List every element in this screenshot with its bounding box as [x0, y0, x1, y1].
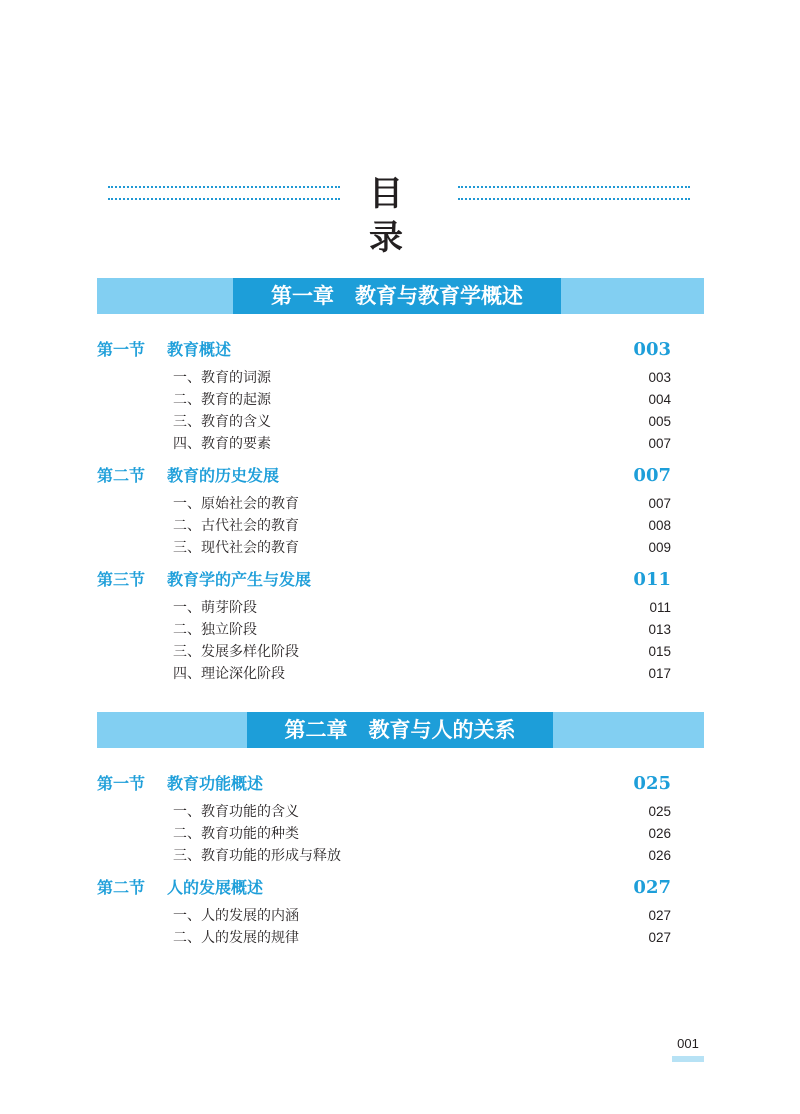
section-page: 007: [633, 465, 671, 486]
item-page: 003: [648, 370, 671, 385]
section-number: 第一节: [97, 774, 146, 793]
toc-item[interactable]: [97, 927, 704, 949]
item-page: 007: [648, 496, 671, 511]
section-page: 003: [633, 339, 671, 360]
section-row[interactable]: [97, 464, 704, 488]
title-dotted-rule-right: [458, 186, 690, 200]
item-page: 026: [648, 826, 671, 841]
item-title: 三、现代社会的教育: [173, 540, 299, 556]
item-page: 027: [648, 930, 671, 945]
toc-item[interactable]: [97, 845, 704, 867]
section-row[interactable]: [97, 568, 704, 592]
section-row[interactable]: [97, 772, 704, 796]
toc-item[interactable]: [97, 433, 704, 455]
section-number: 第一节: [97, 340, 146, 359]
page-number-bar: [672, 1056, 704, 1062]
toc-item[interactable]: [97, 619, 704, 641]
item-title: 二、独立阶段: [173, 622, 257, 638]
section-row[interactable]: [97, 876, 704, 900]
toc-item[interactable]: [97, 389, 704, 411]
section-page: 027: [633, 877, 671, 898]
item-page: 015: [648, 644, 671, 659]
item-page: 026: [648, 848, 671, 863]
section-title: 教育学的产生与发展: [167, 570, 312, 589]
section-number: 第三节: [97, 570, 146, 589]
item-title: 三、发展多样化阶段: [173, 644, 299, 660]
toc-title-row: [108, 170, 690, 258]
page-title: 目录: [369, 174, 429, 258]
toc-item[interactable]: [97, 515, 704, 537]
toc-item[interactable]: [97, 801, 704, 823]
page-number: 001: [677, 1036, 699, 1051]
title-dotted-rule-left: [108, 186, 340, 200]
item-page: 008: [648, 518, 671, 533]
item-page: 017: [648, 666, 671, 681]
item-title: 一、原始社会的教育: [173, 496, 299, 512]
item-page: 027: [648, 908, 671, 923]
item-title: 二、教育功能的种类: [173, 826, 299, 842]
item-page: 011: [649, 600, 671, 615]
item-title: 三、教育功能的形成与释放: [173, 848, 341, 864]
item-page: 013: [648, 622, 671, 637]
item-title: 二、人的发展的规律: [173, 930, 299, 946]
toc-item[interactable]: [97, 663, 704, 685]
section-number: 第二节: [97, 466, 146, 485]
item-title: 一、教育的词源: [173, 370, 271, 386]
section-row[interactable]: [97, 338, 704, 362]
toc-item[interactable]: [97, 411, 704, 433]
section-title: 教育功能概述: [167, 774, 264, 793]
toc-item[interactable]: [97, 641, 704, 663]
item-title: 三、教育的含义: [173, 414, 271, 430]
item-page: 025: [648, 804, 671, 819]
section-number: 第二节: [97, 878, 146, 897]
item-title: 四、教育的要素: [173, 436, 271, 452]
section-page: 025: [633, 773, 671, 794]
chapter-banner-1: [97, 278, 704, 314]
item-page: 005: [648, 414, 671, 429]
toc-item[interactable]: [97, 537, 704, 559]
item-title: 一、人的发展的内涵: [173, 908, 299, 924]
item-page: 009: [648, 540, 671, 555]
item-title: 一、教育功能的含义: [173, 804, 299, 820]
section-title: 教育概述: [167, 340, 232, 359]
toc-item[interactable]: [97, 367, 704, 389]
section-title: 人的发展概述: [167, 878, 264, 897]
section-page: 011: [633, 569, 671, 590]
item-title: 二、教育的起源: [173, 392, 271, 408]
section-title: 教育的历史发展: [167, 466, 280, 485]
chapter-title: 第二章 教育与人的关系: [247, 712, 553, 748]
item-title: 二、古代社会的教育: [173, 518, 299, 534]
toc-item[interactable]: [97, 905, 704, 927]
chapter-title: 第一章 教育与教育学概述: [233, 278, 561, 314]
chapter-banner-2: [97, 712, 704, 748]
item-page: 007: [648, 436, 671, 451]
toc-item[interactable]: [97, 493, 704, 515]
toc-item[interactable]: [97, 597, 704, 619]
toc-item[interactable]: [97, 823, 704, 845]
item-title: 一、萌芽阶段: [173, 600, 257, 616]
item-page: 004: [648, 392, 671, 407]
item-title: 四、理论深化阶段: [173, 666, 285, 682]
